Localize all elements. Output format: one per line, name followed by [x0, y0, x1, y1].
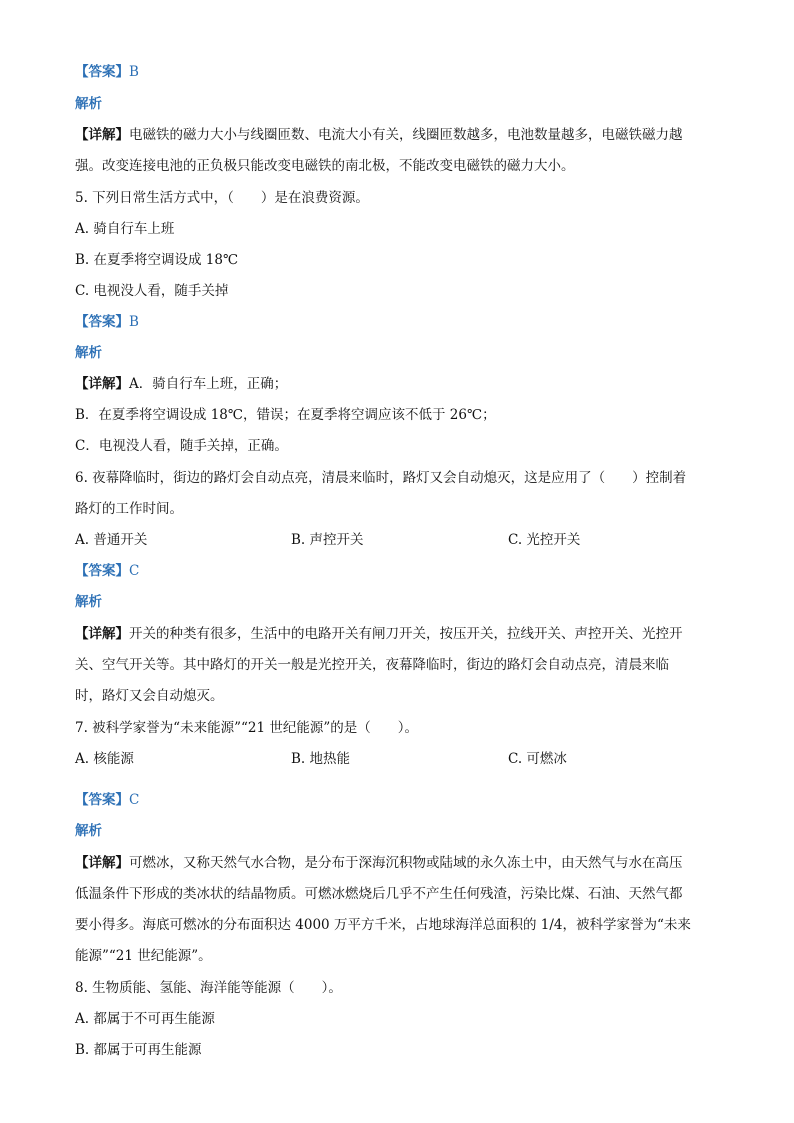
analysis-label: 解析 — [75, 594, 102, 610]
q6-stem-line-2: 路灯的工作时间。 — [75, 501, 183, 517]
q7-option-a: A. 核能源 — [75, 751, 134, 767]
q5-answer — [75, 312, 139, 332]
answer-label: 【答案】 — [75, 314, 129, 330]
detail-text: 可燃冰，又称天然气水合物，是分布于深海沉积物或陆域的永久冻土中，由天然气与水在高压 — [129, 855, 683, 871]
answer-label: 【答案】 — [75, 64, 129, 80]
q6-option-a: A. 普通开关 — [75, 532, 148, 548]
q4-answer — [75, 62, 139, 82]
q4-detail-line-1 — [75, 125, 683, 145]
detail-text: 电磁铁的磁力大小与线圈匝数、电流大小有关，线圈匝数越多，电池数量越多，电磁铁磁力越 — [129, 127, 683, 143]
detail-label: 【详解】 — [75, 376, 129, 392]
q6-option-c: C. 光控开关 — [508, 532, 581, 548]
q7-option-b: B. 地热能 — [291, 751, 351, 767]
q7-stem: 7. 被科学家誉为“未来能源”“21 世纪能源”的是（ ）。 — [75, 720, 418, 736]
q6-option-b: B. 声控开关 — [291, 532, 364, 548]
q7-detail-line-1 — [75, 853, 683, 873]
q8-option-a: A. 都属于不可再生能源 — [75, 1011, 215, 1027]
q6-answer — [75, 561, 139, 581]
q7-option-c: C. 可燃冰 — [508, 751, 567, 767]
detail-label: 【详解】 — [75, 626, 129, 642]
q5-detail-line-3: C．电视没人看，随手关掉，正确。 — [75, 438, 288, 454]
q4-analysis-label — [75, 94, 102, 114]
answer-value: B — [129, 314, 139, 330]
q5-option-c: C. 电视没人看，随手关掉 — [75, 283, 229, 299]
q6-detail-line-2: 关、空气开关等。其中路灯的开关一般是光控开关，夜幕降临时，街边的路灯会自动点亮，清晨来临 — [75, 657, 669, 673]
answer-value: B — [129, 64, 139, 80]
q6-detail-line-3: 时，路灯又会自动熄灭。 — [75, 688, 224, 704]
q7-answer — [75, 790, 139, 810]
q8-option-b: B. 都属于可再生能源 — [75, 1042, 202, 1058]
answer-value: C — [129, 563, 140, 579]
analysis-label: 解析 — [75, 345, 102, 361]
q7-analysis-label — [75, 821, 102, 841]
q7-detail-line-4: 能源”“21 世纪能源”。 — [75, 948, 212, 964]
q6-detail-line-1 — [75, 624, 683, 644]
detail-text: 开关的种类有很多，生活中的电路开关有闸刀开关，按压开关，拉线开关、声控开关、光控开 — [129, 626, 683, 642]
q5-option-b: B. 在夏季将空调设成 18℃ — [75, 252, 239, 268]
q5-detail-line-1 — [75, 374, 287, 394]
answer-value: C — [129, 792, 140, 808]
detail-label: 【详解】 — [75, 855, 129, 871]
analysis-label: 解析 — [75, 96, 102, 112]
q5-stem: 5. 下列日常生活方式中，（ ）是在浪费资源。 — [75, 190, 369, 206]
q4-detail-line-2: 强。改变连接电池的正负极只能改变电磁铁的南北极，不能改变电磁铁的磁力大小。 — [75, 158, 575, 174]
q5-detail-line-2: B．在夏季将空调设成 18℃，错误；在夏季将空调应该不低于 26℃； — [75, 407, 496, 423]
q5-analysis-label — [75, 343, 102, 363]
q7-detail-line-2: 低温条件下形成的类冰状的结晶物质。可燃冰燃烧后几乎不产生任何残渣，污染比煤、石油、天然气都 — [75, 886, 683, 902]
q5-option-a: A. 骑自行车上班 — [75, 221, 175, 237]
detail-text: A．骑自行车上班，正确； — [129, 376, 288, 392]
analysis-label: 解析 — [75, 823, 102, 839]
answer-label: 【答案】 — [75, 563, 129, 579]
q8-stem: 8. 生物质能、氢能、海洋能等能源（ ）。 — [75, 980, 342, 996]
detail-label: 【详解】 — [75, 127, 129, 143]
q6-analysis-label — [75, 592, 102, 612]
q6-stem-line-1: 6. 夜幕降临时，街边的路灯会自动点亮，清晨来临时，路灯又会自动熄灭，这是应用了（ ）控制着 — [75, 470, 687, 486]
q7-detail-line-3: 要小得多。海底可燃冰的分布面积达 4000 万平方千米，占地球海洋总面积的 1/4，被科学家誉为“未来 — [75, 917, 691, 933]
answer-label: 【答案】 — [75, 792, 129, 808]
